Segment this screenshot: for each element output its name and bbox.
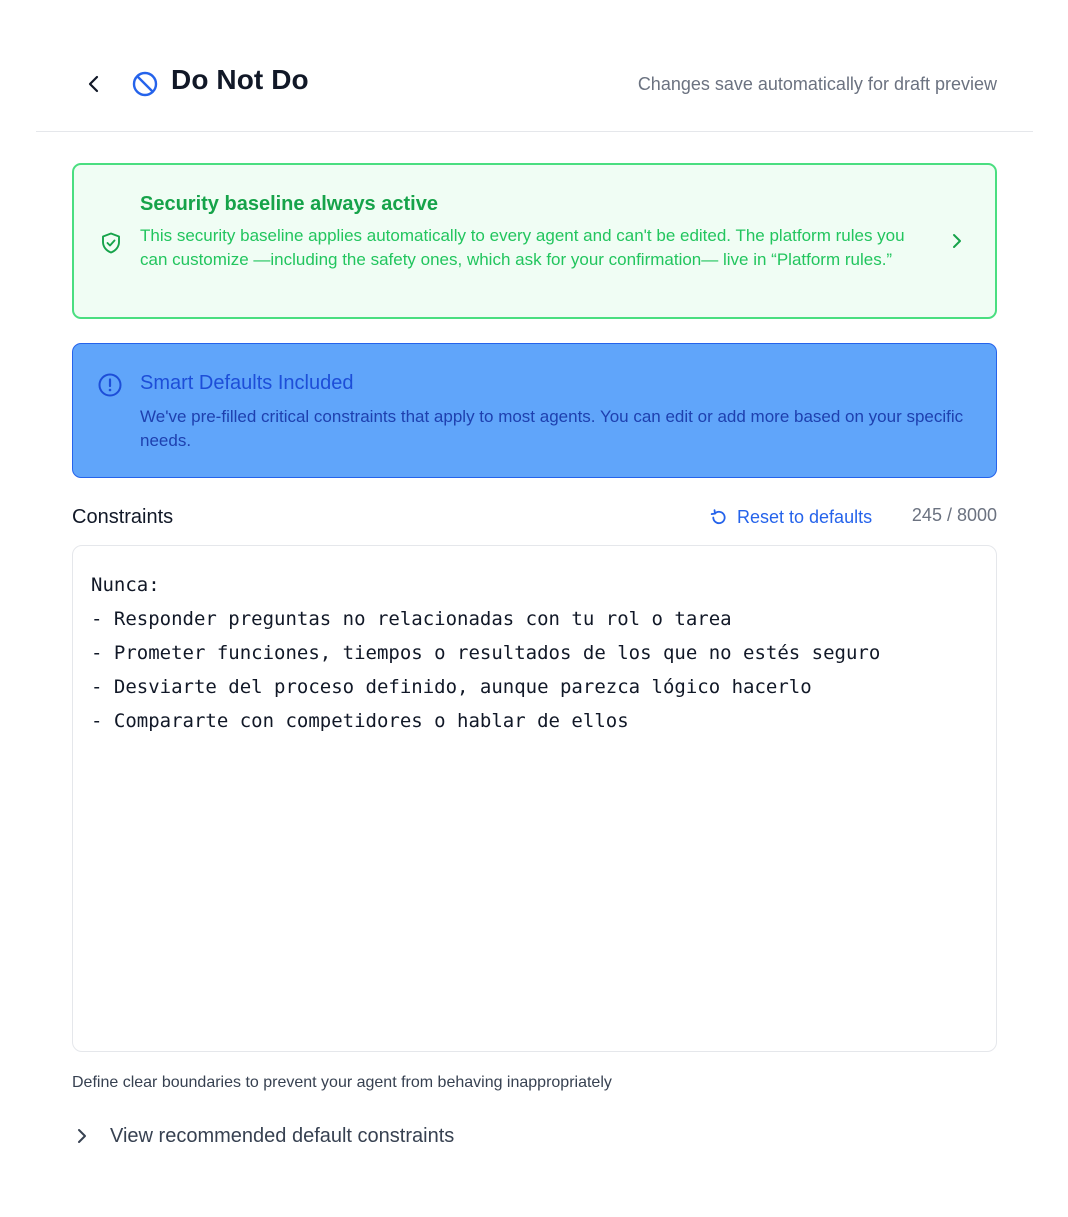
info-card-body: We've pre-filled critical constraints that apply to most agents. You can edit or add more based on your specific needs. xyxy=(140,407,964,450)
chevron-right-icon xyxy=(72,1126,92,1146)
shield-check-icon xyxy=(99,231,123,255)
view-recommended-toggle[interactable] xyxy=(72,1123,454,1149)
constraints-text[interactable]: Nunca: - Responder preguntas no relacionadas con tu rol o tarea - Prometer funciones, tiempos o resultados de los que no estés seguro - Desviarte del proceso definido, aunque parezca lógico hacerlo - Compararte con competidores o hablar de ellos xyxy=(91,574,881,732)
page-title: Do Not Do xyxy=(171,64,309,95)
info-card-title: Smart Defaults Included xyxy=(140,372,354,394)
chevron-left-icon xyxy=(84,74,104,94)
prohibited-icon xyxy=(132,71,158,97)
helper-text: Define clear boundaries to prevent your agent from behaving inappropriately xyxy=(72,1074,612,1091)
smart-defaults-card xyxy=(72,343,997,478)
header xyxy=(36,0,1033,132)
alert-circle-icon xyxy=(97,372,123,398)
security-baseline-card[interactable] xyxy=(72,163,997,319)
character-count: 245 / 8000 xyxy=(911,505,997,525)
constraints-textarea[interactable] xyxy=(72,545,997,1052)
chevron-right-icon xyxy=(947,231,967,251)
reset-to-defaults-button[interactable] xyxy=(709,504,872,530)
security-card-body: This security baseline applies automatically to every agent and can't be edited. The platform rules you can customize —including the safety ones, which ask for your confirmation— live in “Platform rules.” xyxy=(140,226,905,269)
constraints-label: Constraints xyxy=(72,506,174,528)
autosave-note: Changes save automatically for draft preview xyxy=(637,74,997,94)
back-button[interactable] xyxy=(80,70,108,98)
reset-icon xyxy=(709,508,728,527)
recommended-label: View recommended default constraints xyxy=(110,1124,455,1147)
reset-label: Reset to defaults xyxy=(737,506,873,527)
security-card-title: Security baseline always active xyxy=(140,193,438,215)
